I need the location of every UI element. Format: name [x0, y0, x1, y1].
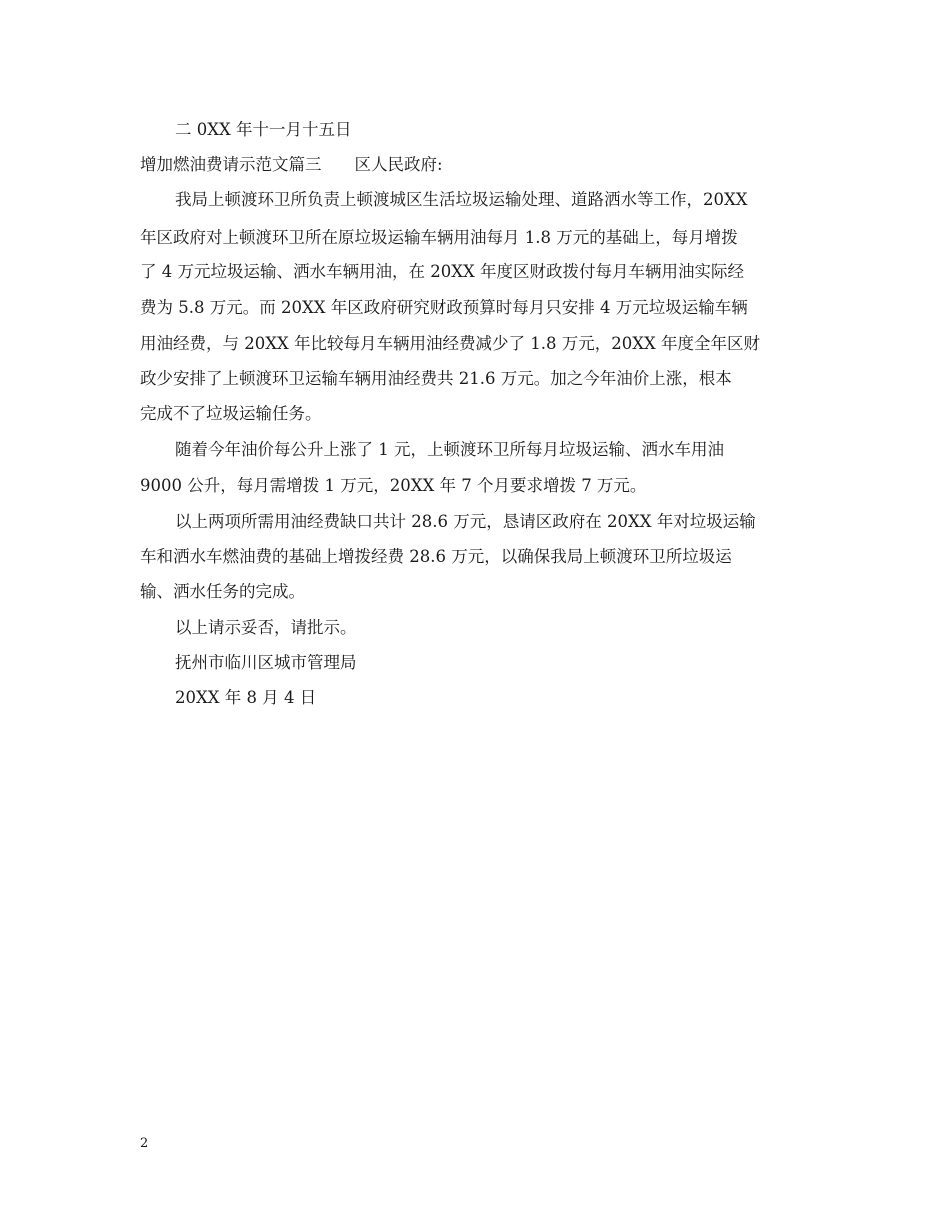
signature-date: 20XX 年 8 月 4 日	[175, 688, 317, 707]
body-line: 了 4 万元垃圾运输、洒水车辆用油，在 20XX 年度区财政拨付每月车辆用油实际经	[140, 262, 744, 281]
body-line: 费为 5.8 万元。而 20XX 年区政府研究财政预算时每月只安排 4 万元垃圾运输车辆	[140, 298, 748, 317]
date-line: 二 0XX 年十一月十五日	[175, 120, 352, 139]
body-line: 我局上顿渡环卫所负责上顿渡城区生活垃圾运输处理、道路洒水等工作，20XX	[175, 190, 748, 209]
body-line: 完成不了垃圾运输任务。	[140, 404, 322, 423]
signature-line: 抚州市临川区城市管理局	[175, 653, 357, 672]
closing-line: 以上请示妥否，请批示。	[175, 618, 357, 637]
body-line: 输、洒水任务的完成。	[140, 582, 305, 601]
body-line: 车和洒水车燃油费的基础上增拨经费 28.6 万元，以确保我局上顿渡环卫所垃圾运	[140, 547, 732, 566]
body-line: 政少安排了上顿渡环卫运输车辆用油经费共 21.6 万元。加之今年油价上涨，根本	[140, 369, 732, 388]
body-line: 9000 公升，每月需增拨 1 万元，20XX 年 7 个月要求增拨 7 万元。	[140, 476, 647, 495]
body-line: 以上两项所需用油经费缺口共计 28.6 万元，恳请区政府在 20XX 年对垃圾运输	[175, 512, 756, 531]
body-line: 用油经费，与 20XX 年比较每月车辆用油经费减少了 1.8 万元，20XX 年度全年区财	[140, 334, 760, 353]
body-line: 随着今年油价每公升上涨了 1 元，上顿渡环卫所每月垃圾运输、洒水车用油	[175, 440, 724, 459]
page-number: 2	[140, 1136, 149, 1151]
subtitle-line: 增加燃油费请示范文篇三 区人民政府:	[140, 155, 443, 174]
body-line: 年区政府对上顿渡环卫所在原垃圾运输车辆用油每月 1.8 万元的基础上，每月增拨	[140, 228, 738, 247]
